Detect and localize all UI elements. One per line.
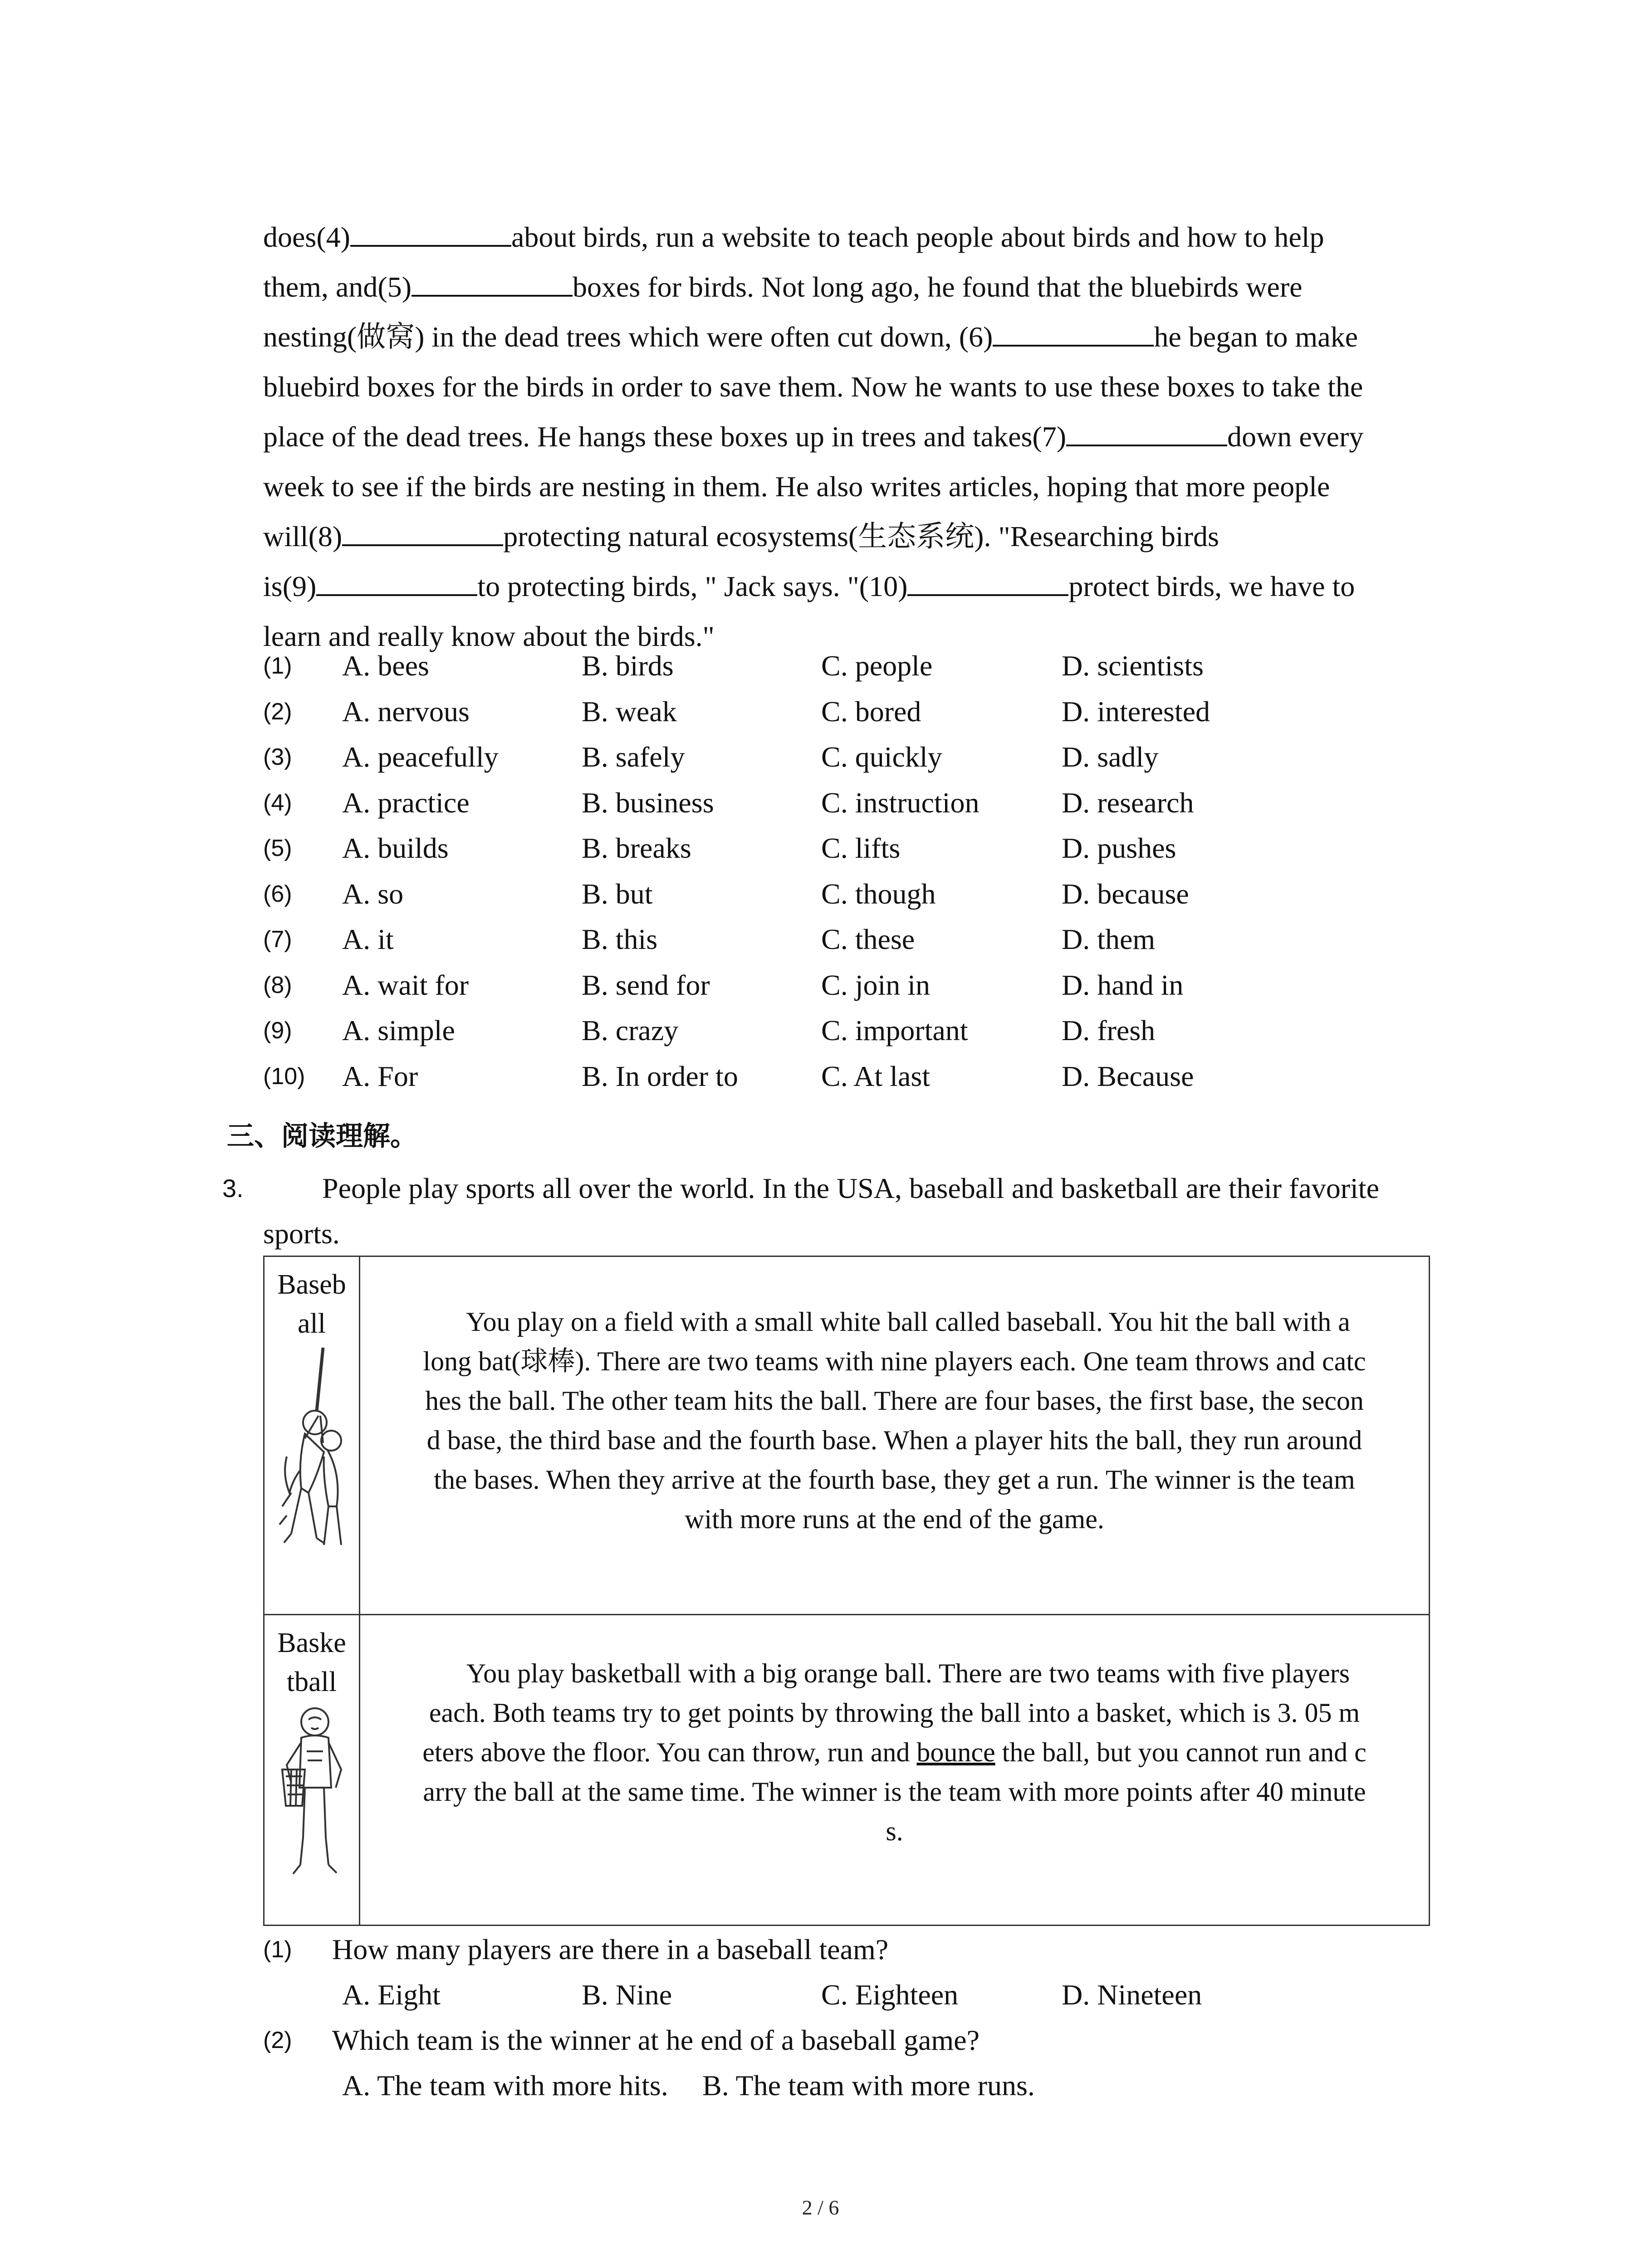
passage-line: place of the dead trees. He hangs these boxes up in trees and takes(7) down every — [263, 412, 1443, 462]
option-d[interactable]: D. interested — [1062, 695, 1210, 728]
question-stem: How many players are there in a baseball team? — [332, 1933, 889, 1965]
option-b[interactable]: B. Nine — [582, 1979, 672, 2011]
table-row — [264, 1256, 1430, 1615]
option-row — [263, 963, 1443, 1008]
passage-line: is(9) to protecting birds, " Jack says. "(10) protect birds, we have to — [263, 562, 1443, 611]
option-b[interactable]: B. breaks — [582, 832, 691, 864]
question-number: (2) — [263, 2027, 292, 2053]
option-d[interactable]: D. pushes — [1062, 832, 1176, 864]
option-c[interactable]: C. these — [821, 923, 915, 955]
question-number: (7) — [263, 926, 292, 953]
answer-blank — [993, 316, 1154, 347]
passage-line: learn and really know about the birds." — [263, 620, 715, 652]
baseball-description: You play on a field with a small white ball called baseball. You hit the ball with a long bat(球棒). There are two teams with nine players each. One team throws and catc hes the ball. The other team hits the ball. There are four bases, the first base, the secon d base, the third base and the fourth base. When a player hits the ball, they run around the bases. When they arrive at the fourth base, they get a run. The winner is the team with more runs at the end of the game. — [423, 1307, 1366, 1534]
section-title: 三、阅读理解。 — [227, 1120, 417, 1152]
baseball-player-illustration — [273, 1343, 350, 1556]
option-d[interactable]: D. because — [1062, 877, 1189, 910]
sport-label: Baske tball — [277, 1628, 346, 1697]
option-b[interactable]: B. The team with more runs. — [702, 2069, 1035, 2102]
question-stem: Which team is the winner at he end of a baseball game? — [332, 2024, 980, 2056]
option-d[interactable]: D. research — [1062, 786, 1194, 819]
basketball-description-cell — [360, 1615, 1430, 1926]
passage-line: bluebird boxes for the birds in order to save them. Now he wants to use these boxes to take the — [263, 371, 1363, 403]
option-d[interactable]: D. Nineteen — [1062, 1979, 1202, 2011]
option-a[interactable]: A. nervous — [342, 695, 470, 728]
option-a[interactable]: A. peacefully — [342, 741, 499, 773]
option-c[interactable]: C. join in — [821, 968, 931, 1001]
answer-blank — [316, 565, 477, 596]
option-d[interactable]: D. scientists — [1062, 650, 1204, 682]
question-number: (6) — [263, 880, 292, 907]
option-a[interactable]: A. wait for — [342, 968, 469, 1001]
basketball-description: You play basketball with a big orange ball. There are two teams with five players each. Both teams try to get points by throwing the ball into a basket, which is 3. 05 m eters above the floor. You can throw, run and bounce the ball, but you cannot run and c arry the ball at the same time. The winner is the team with more points after 40 minute s. — [422, 1658, 1367, 1846]
option-c[interactable]: C. important — [821, 1014, 968, 1046]
option-a[interactable]: A. simple — [342, 1014, 455, 1046]
option-c[interactable]: C. though — [821, 877, 936, 910]
basketball-label-cell — [264, 1615, 360, 1926]
option-b[interactable]: B. send for — [582, 968, 710, 1001]
option-d[interactable]: D. hand in — [1062, 968, 1184, 1001]
option-c[interactable]: C. people — [821, 650, 933, 682]
passage-line: nesting(做窝) in the dead trees which were often cut down, (6) he began to make — [263, 312, 1443, 362]
option-row — [263, 1054, 1443, 1100]
option-a[interactable]: A. it — [342, 923, 394, 955]
passage-line: does(4) about birds, run a website to teach people about birds and how to help — [263, 212, 1443, 262]
passage-line: will(8) protecting natural ecosystems(生态系统). "Researching birds — [263, 512, 1443, 562]
option-b[interactable]: B. but — [582, 877, 653, 910]
intro-line: sports. — [263, 1217, 340, 1250]
option-b[interactable]: B. this — [582, 923, 658, 955]
option-c[interactable]: C. Eighteen — [821, 1979, 959, 2011]
option-row — [263, 689, 1443, 735]
passage-line: them, and(5) boxes for birds. Not long ago, he found that the bluebirds were — [263, 262, 1443, 312]
option-d[interactable]: D. Because — [1062, 1060, 1194, 1092]
baseball-label-cell — [264, 1256, 360, 1615]
passage-line: week to see if the birds are nesting in them. He also writes articles, hoping that more people — [263, 470, 1330, 503]
option-c[interactable]: C. lifts — [821, 832, 901, 864]
cloze-passage — [263, 212, 1443, 661]
option-row — [263, 917, 1443, 963]
option-d[interactable]: D. them — [1062, 923, 1156, 955]
table-row — [264, 1615, 1430, 1926]
basketball-player-illustration — [273, 1701, 350, 1883]
option-b[interactable]: B. birds — [582, 650, 674, 682]
option-a[interactable]: A. builds — [342, 832, 449, 864]
option-a[interactable]: A. Eight — [342, 1979, 441, 2011]
option-a[interactable]: A. bees — [342, 650, 429, 682]
question-number: 3. — [222, 1174, 244, 1202]
question-number: (9) — [263, 1017, 292, 1044]
option-row — [263, 734, 1443, 780]
option-row — [263, 780, 1443, 826]
option-a[interactable]: A. For — [342, 1060, 418, 1092]
page-number: 2 / 6 — [802, 2196, 839, 2219]
answer-blank — [342, 515, 503, 546]
question-number: (3) — [263, 744, 292, 770]
cloze-options — [263, 643, 1443, 1099]
sports-table — [263, 1256, 1430, 1926]
option-d[interactable]: D. sadly — [1062, 741, 1159, 773]
option-a[interactable]: A. so — [342, 877, 404, 910]
intro-line: People play sports all over the world. In the USA, baseball and basketball are their favorite — [322, 1172, 1379, 1204]
option-b[interactable]: B. crazy — [582, 1014, 679, 1046]
baseball-description-cell — [360, 1256, 1430, 1615]
question-number: (1) — [263, 1936, 292, 1963]
option-row — [263, 1008, 1443, 1054]
option-row — [263, 826, 1443, 871]
option-b[interactable]: B. weak — [582, 695, 677, 728]
question-number: (10) — [263, 1063, 305, 1090]
option-a[interactable]: A. practice — [342, 786, 470, 819]
sport-label: Baseb all — [277, 1269, 346, 1339]
option-b[interactable]: B. safely — [582, 741, 685, 773]
option-d[interactable]: D. fresh — [1062, 1014, 1156, 1046]
option-c[interactable]: C. bored — [821, 695, 921, 728]
option-c[interactable]: C. At last — [821, 1060, 931, 1092]
underlined-word: bounce — [916, 1737, 995, 1767]
option-b[interactable]: B. In order to — [582, 1060, 738, 1092]
option-b[interactable]: B. business — [582, 786, 714, 819]
option-row — [263, 643, 1443, 689]
option-a[interactable]: A. The team with more hits. — [342, 2069, 668, 2102]
answer-blank — [411, 266, 573, 297]
question-number: (8) — [263, 972, 292, 998]
answer-blank — [350, 216, 511, 247]
question-number: (5) — [263, 835, 292, 861]
answer-blank — [907, 565, 1068, 596]
question-number: (2) — [263, 698, 292, 725]
question-number: (1) — [263, 653, 292, 679]
option-c[interactable]: C. instruction — [821, 786, 980, 819]
option-row — [263, 871, 1443, 917]
answer-blank — [1066, 415, 1227, 446]
question-number: (4) — [263, 789, 292, 816]
option-c[interactable]: C. quickly — [821, 741, 942, 773]
option-row — [263, 2063, 1443, 2108]
option-row — [263, 1972, 1443, 2018]
